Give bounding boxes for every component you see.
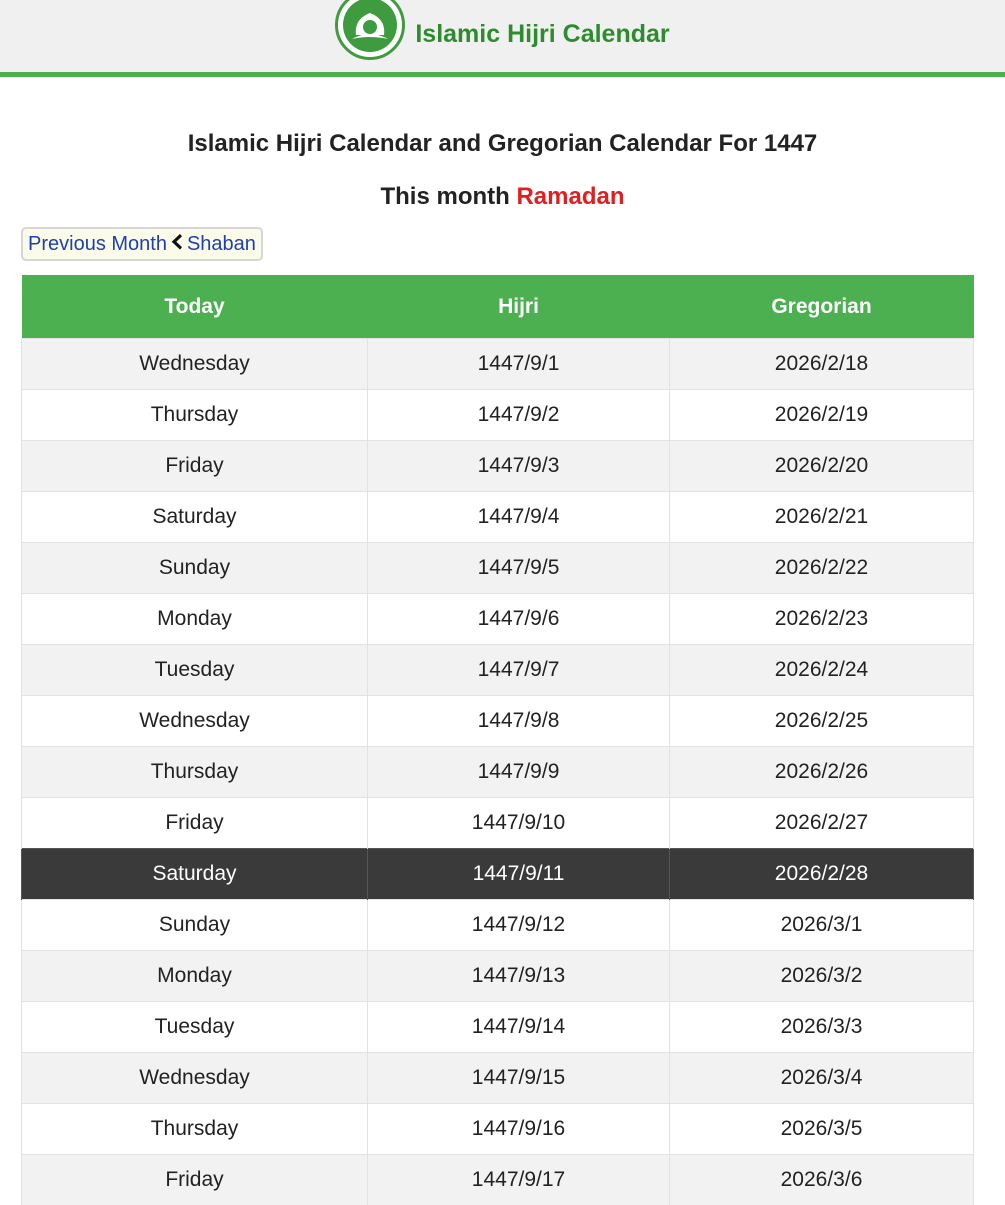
cell-hijri: 1447/9/14 bbox=[368, 1002, 670, 1053]
previous-month-name: Shaban bbox=[187, 233, 256, 256]
cell-hijri: 1447/9/16 bbox=[368, 1104, 670, 1155]
cell-gregorian: 2026/2/28 bbox=[670, 849, 974, 900]
table-row bbox=[22, 1002, 974, 1053]
previous-month-button[interactable] bbox=[21, 227, 263, 261]
cell-gregorian: 2026/3/2 bbox=[670, 951, 974, 1002]
table-row bbox=[22, 1104, 974, 1155]
cell-hijri: 1447/9/10 bbox=[368, 798, 670, 849]
column-header-gregorian: Gregorian bbox=[670, 275, 974, 339]
cell-gregorian: 2026/3/1 bbox=[670, 900, 974, 951]
column-header-hijri: Hijri bbox=[368, 275, 670, 339]
cell-gregorian: 2026/2/24 bbox=[670, 645, 974, 696]
calendar-table bbox=[21, 275, 974, 1205]
cell-gregorian: 2026/3/3 bbox=[670, 1002, 974, 1053]
cell-gregorian: 2026/2/27 bbox=[670, 798, 974, 849]
cell-day: Friday bbox=[22, 798, 368, 849]
table-row bbox=[22, 543, 974, 594]
cell-gregorian: 2026/2/26 bbox=[670, 747, 974, 798]
table-header-row bbox=[22, 275, 974, 339]
cell-gregorian: 2026/2/20 bbox=[670, 441, 974, 492]
cell-gregorian: 2026/2/25 bbox=[670, 696, 974, 747]
crescent-mosque-logo-icon bbox=[335, 0, 405, 60]
cell-day: Thursday bbox=[22, 390, 368, 441]
table-row bbox=[22, 798, 974, 849]
cell-day: Thursday bbox=[22, 1104, 368, 1155]
cell-day: Friday bbox=[22, 441, 368, 492]
cell-gregorian: 2026/2/23 bbox=[670, 594, 974, 645]
cell-hijri: 1447/9/17 bbox=[368, 1155, 670, 1205]
table-row bbox=[22, 900, 974, 951]
month-prefix: This month bbox=[380, 183, 509, 210]
column-header-today: Today bbox=[22, 275, 368, 339]
previous-month-label: Previous Month bbox=[28, 233, 167, 256]
cell-day: Wednesday bbox=[22, 339, 368, 390]
cell-hijri: 1447/9/13 bbox=[368, 951, 670, 1002]
cell-hijri: 1447/9/1 bbox=[368, 339, 670, 390]
cell-day: Sunday bbox=[22, 543, 368, 594]
chevron-left-icon bbox=[171, 231, 183, 256]
table-row bbox=[22, 747, 974, 798]
table-row bbox=[22, 339, 974, 390]
page-title: Islamic Hijri Calendar and Gregorian Calendar For 1447 bbox=[0, 130, 1005, 158]
cell-day: Thursday bbox=[22, 747, 368, 798]
site-brand[interactable] bbox=[335, 0, 669, 60]
cell-day: Saturday bbox=[22, 849, 368, 900]
cell-gregorian: 2026/3/5 bbox=[670, 1104, 974, 1155]
cell-day: Monday bbox=[22, 951, 368, 1002]
cell-gregorian: 2026/3/6 bbox=[670, 1155, 974, 1205]
cell-gregorian: 2026/3/4 bbox=[670, 1053, 974, 1104]
cell-gregorian: 2026/2/21 bbox=[670, 492, 974, 543]
cell-gregorian: 2026/2/19 bbox=[670, 390, 974, 441]
site-header bbox=[0, 0, 1005, 77]
table-row bbox=[22, 594, 974, 645]
table-row bbox=[22, 390, 974, 441]
cell-hijri: 1447/9/7 bbox=[368, 645, 670, 696]
table-row-current bbox=[22, 849, 974, 900]
cell-day: Tuesday bbox=[22, 1002, 368, 1053]
cell-day: Friday bbox=[22, 1155, 368, 1205]
cell-day: Tuesday bbox=[22, 645, 368, 696]
cell-hijri: 1447/9/6 bbox=[368, 594, 670, 645]
cell-hijri: 1447/9/9 bbox=[368, 747, 670, 798]
month-name: Ramadan bbox=[516, 183, 624, 210]
table-row bbox=[22, 1053, 974, 1104]
table-row bbox=[22, 696, 974, 747]
cell-hijri: 1447/9/4 bbox=[368, 492, 670, 543]
cell-hijri: 1447/9/3 bbox=[368, 441, 670, 492]
cell-hijri: 1447/9/12 bbox=[368, 900, 670, 951]
table-row bbox=[22, 951, 974, 1002]
current-month-heading bbox=[0, 183, 1005, 211]
cell-hijri: 1447/9/15 bbox=[368, 1053, 670, 1104]
cell-hijri: 1447/9/2 bbox=[368, 390, 670, 441]
cell-hijri: 1447/9/5 bbox=[368, 543, 670, 594]
cell-day: Sunday bbox=[22, 900, 368, 951]
table-row bbox=[22, 492, 974, 543]
table-row bbox=[22, 645, 974, 696]
cell-hijri: 1447/9/8 bbox=[368, 696, 670, 747]
cell-day: Saturday bbox=[22, 492, 368, 543]
cell-day: Monday bbox=[22, 594, 368, 645]
site-title[interactable]: Islamic Hijri Calendar bbox=[415, 20, 669, 49]
cell-hijri: 1447/9/11 bbox=[368, 849, 670, 900]
table-row bbox=[22, 1155, 974, 1205]
table-row bbox=[22, 441, 974, 492]
cell-gregorian: 2026/2/18 bbox=[670, 339, 974, 390]
cell-gregorian: 2026/2/22 bbox=[670, 543, 974, 594]
cell-day: Wednesday bbox=[22, 1053, 368, 1104]
cell-day: Wednesday bbox=[22, 696, 368, 747]
